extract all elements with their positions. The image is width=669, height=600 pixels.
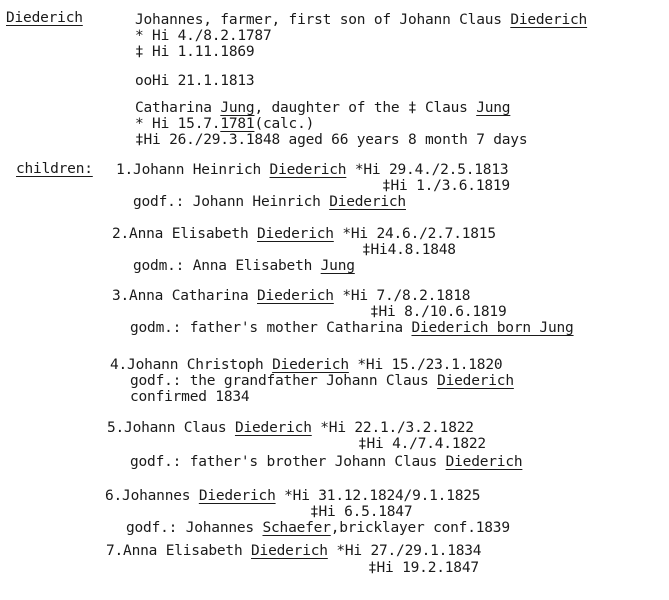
child-1-line: 1.Johann Heinrich Diederich *Hi 29.4./2.5.1813 [116,162,509,178]
child-6-death: ‡Hi 6.5.1847 [310,504,413,520]
child-3-godparent: godm.: father's mother Catharina Diederich born Jung [130,320,574,336]
head-birth: * Hi 4./8.2.1787 [135,28,272,44]
child-2-death: ‡Hi4.8.1848 [362,242,456,258]
marriage-date: ooHi 21.1.1813 [135,73,255,89]
surname-heading: Diederich [6,10,83,26]
child-5-death: ‡Hi 4./7.4.1822 [358,436,486,452]
spouse-birth: * Hi 15.7.1781(calc.) [135,116,315,132]
child-7-line: 7.Anna Elisabeth Diederich *Hi 27./29.1.1834 [106,543,482,559]
children-label: children: [16,161,93,177]
child-2-line: 2.Anna Elisabeth Diederich *Hi 24.6./2.7.1815 [112,226,496,242]
head-name-line: Johannes, farmer, first son of Johann Claus Diederich [135,12,588,28]
child-7-death: ‡Hi 19.2.1847 [368,560,479,576]
child-6-godparent: godf.: Johannes Schaefer,bricklayer conf.1839 [126,520,510,536]
spouse-line: Catharina Jung, daughter of the ‡ Claus Jung [135,100,511,116]
child-4-godparent: godf.: the grandfather Johann Claus Diederich [130,373,514,389]
child-2-godparent: godm.: Anna Elisabeth Jung [133,258,355,274]
child-4-confirmation: confirmed 1834 [130,389,250,405]
child-6-line: 6.Johannes Diederich *Hi 31.12.1824/9.1.1825 [105,488,481,504]
child-1-death: ‡Hi 1./3.6.1819 [382,178,510,194]
child-5-line: 5.Johann Claus Diederich *Hi 22.1./3.2.1822 [107,420,474,436]
child-3-death: ‡Hi 8./10.6.1819 [370,304,507,320]
child-3-line: 3.Anna Catharina Diederich *Hi 7./8.2.1818 [112,288,471,304]
head-death: ‡ Hi 1.11.1869 [135,44,255,60]
child-4-line: 4.Johann Christoph Diederich *Hi 15./23.1.1820 [110,357,503,373]
child-1-godparent: godf.: Johann Heinrich Diederich [133,194,406,210]
child-5-godparent: godf.: father's brother Johann Claus Diederich [130,454,523,470]
spouse-death: ‡Hi 26./29.3.1848 aged 66 years 8 month 7 days [135,132,528,148]
